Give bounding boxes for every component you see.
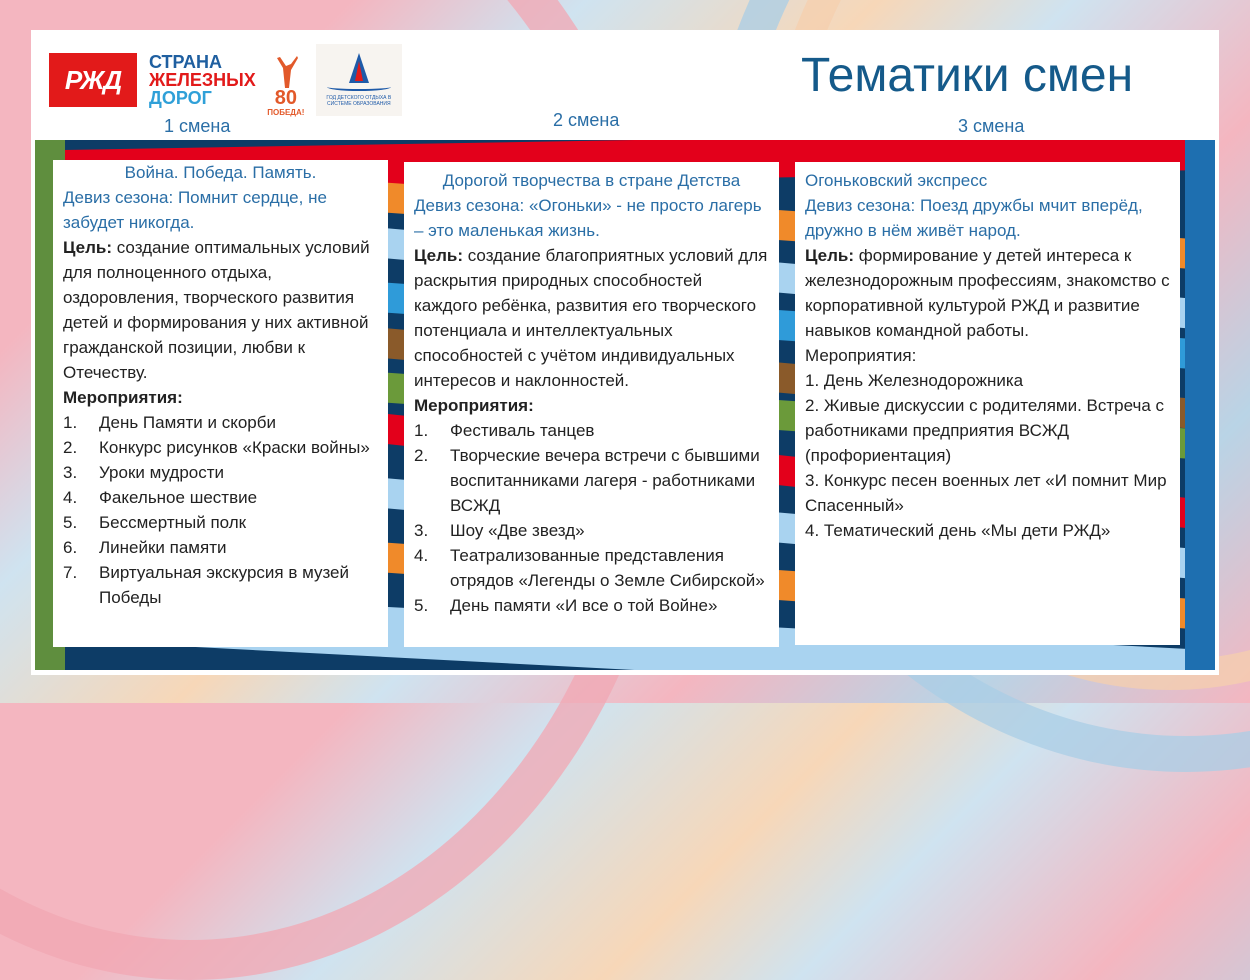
brand-line: СТРАНА [149,52,222,72]
monument-icon [271,54,301,88]
item-number: 1. [63,413,78,432]
page-title: Тематики смен [801,49,1134,102]
list-item [805,518,1170,543]
item-number: 5. [414,596,429,615]
shift-motto: Девиз сезона: «Огоньки» - не просто лагерь – это маленькая жизнь. [414,196,762,240]
list-item [63,510,378,535]
item-number: 4. [414,546,429,565]
item-text: Фестиваль танцев [450,421,595,440]
item-number: 3. [414,521,429,540]
list-item [63,560,378,610]
shift-1-card [53,160,388,647]
item-text: Виртуальная экскурсия в музей Победы [99,563,350,607]
item-number: 2. [63,438,78,457]
shift-1-label: 1 смена [164,116,231,136]
item-number: 4. [805,521,820,540]
slide [31,30,1219,675]
brand-line: ДОРОГ [149,88,212,108]
shift-2-label: 2 смена [553,110,620,130]
shift-goal [414,243,769,393]
item-text: День Железнодорожника [823,371,1024,390]
god-detskogo-otdyha-logo-icon [316,44,402,116]
item-number: 1. [805,371,820,390]
list-item [63,410,378,435]
item-number: 5. [63,513,78,532]
list-item [805,468,1170,518]
events-list [805,368,1170,543]
list-item [414,518,769,543]
item-text: Конкурс рисунков «Краски войны» [99,438,370,457]
list-item [414,443,769,518]
item-text: Живые дискуссии с родителями. Встреча с работниками предприятия ВСЖД (профориентация) [805,396,1165,465]
shift-2-card [404,162,779,647]
item-number: 3. [63,463,78,482]
rzd-logo-icon [49,53,137,107]
item-number: 3. [805,471,820,490]
events-label: Мероприятия: [414,396,534,415]
events-label: Мероприятия: [805,346,917,365]
item-number: 7. [63,563,78,582]
list-item [63,485,378,510]
item-text: Тематический день «Мы дети РЖД» [823,521,1111,540]
item-text: Линейки памяти [99,538,227,557]
list-item [63,435,378,460]
shift-theme: Дорогой творчества в стране Детства [442,171,741,190]
events-label: Мероприятия: [63,388,183,407]
pobeda-number: 80 [274,87,297,109]
god-caption: ГОД ДЕТСКОГО ОТДЫХА В СИСТЕМЕ ОБРАЗОВАНИЯ [326,95,392,107]
list-item [414,593,769,618]
goal-text: создание оптимальных условий для полноценного отдыха, оздоровления, творческого развития детей и формирования у них активной гражданской позиции, любви к Отечеству. [63,238,370,382]
shift-theme: Огоньковский экспресс [805,171,988,190]
list-item [805,393,1170,468]
item-text: Творческие вечера встречи с бывшими воспитанниками лагеря - работниками ВСЖД [450,446,760,515]
goal-label: Цель: [414,246,463,265]
item-number: 2. [414,446,429,465]
sail-icon [349,53,369,83]
shift-motto: Девиз сезона: Помнит сердце, не забудет никогда. [63,188,327,232]
goal-label: Цель: [805,246,854,265]
pobeda-80-logo-icon [268,43,304,117]
shift-3-label: 3 смена [958,116,1025,136]
item-text: Шоу «Две звезд» [450,521,585,540]
shift-3-card [795,162,1180,645]
list-item [63,460,378,485]
item-text: Уроки мудрости [99,463,225,482]
list-item [414,543,769,593]
list-item [414,418,769,443]
goal-text: формирование у детей интереса к железнодорожным профессиям, знакомство с корпоративной культурой РЖД и развитие навыков командной работы. [805,246,1170,340]
brand-line: ЖЕЛЕЗНЫХ [149,70,256,90]
goal-label: Цель: [63,238,112,257]
item-number: 6. [63,538,78,557]
shift-motto: Девиз сезона: Поезд дружбы мчит вперёд, дружно в нём живёт народ. [805,196,1143,240]
item-text: Бессмертный полк [99,513,247,532]
item-text: День Памяти и скорби [99,413,276,432]
item-text: День памяти «И все о той Войне» [450,596,718,615]
wave-icon [327,83,391,91]
goal-text: создание благоприятных условий для раскрытия природных способностей каждого ребёнка, развития его творческого потенциала и интеллектуальных способностей с учётом индивидуальных интересов и наклонностей. [414,246,768,390]
list-item [63,535,378,560]
item-text: Театрализованные представления отрядов «Легенды о Земле Сибирской» [450,546,765,590]
logo-row [49,40,402,120]
events-list [414,418,769,618]
item-number: 2. [805,396,820,415]
decor-right-band [1185,140,1215,670]
list-item [805,368,1170,393]
item-text: Факельное шествие [99,488,258,507]
events-list [63,410,378,610]
shift-goal [63,235,378,385]
brand-logo [149,53,256,107]
pobeda-text: ПОБЕДА! [267,108,305,117]
item-number: 1. [414,421,429,440]
item-number: 4. [63,488,78,507]
shift-goal [805,243,1170,343]
shift-theme: Война. Победа. Память. [124,163,317,182]
item-text: Конкурс песен военных лет «И помнит Мир Спасенный» [805,471,1167,515]
rzd-logo-text: РЖД [64,64,122,95]
